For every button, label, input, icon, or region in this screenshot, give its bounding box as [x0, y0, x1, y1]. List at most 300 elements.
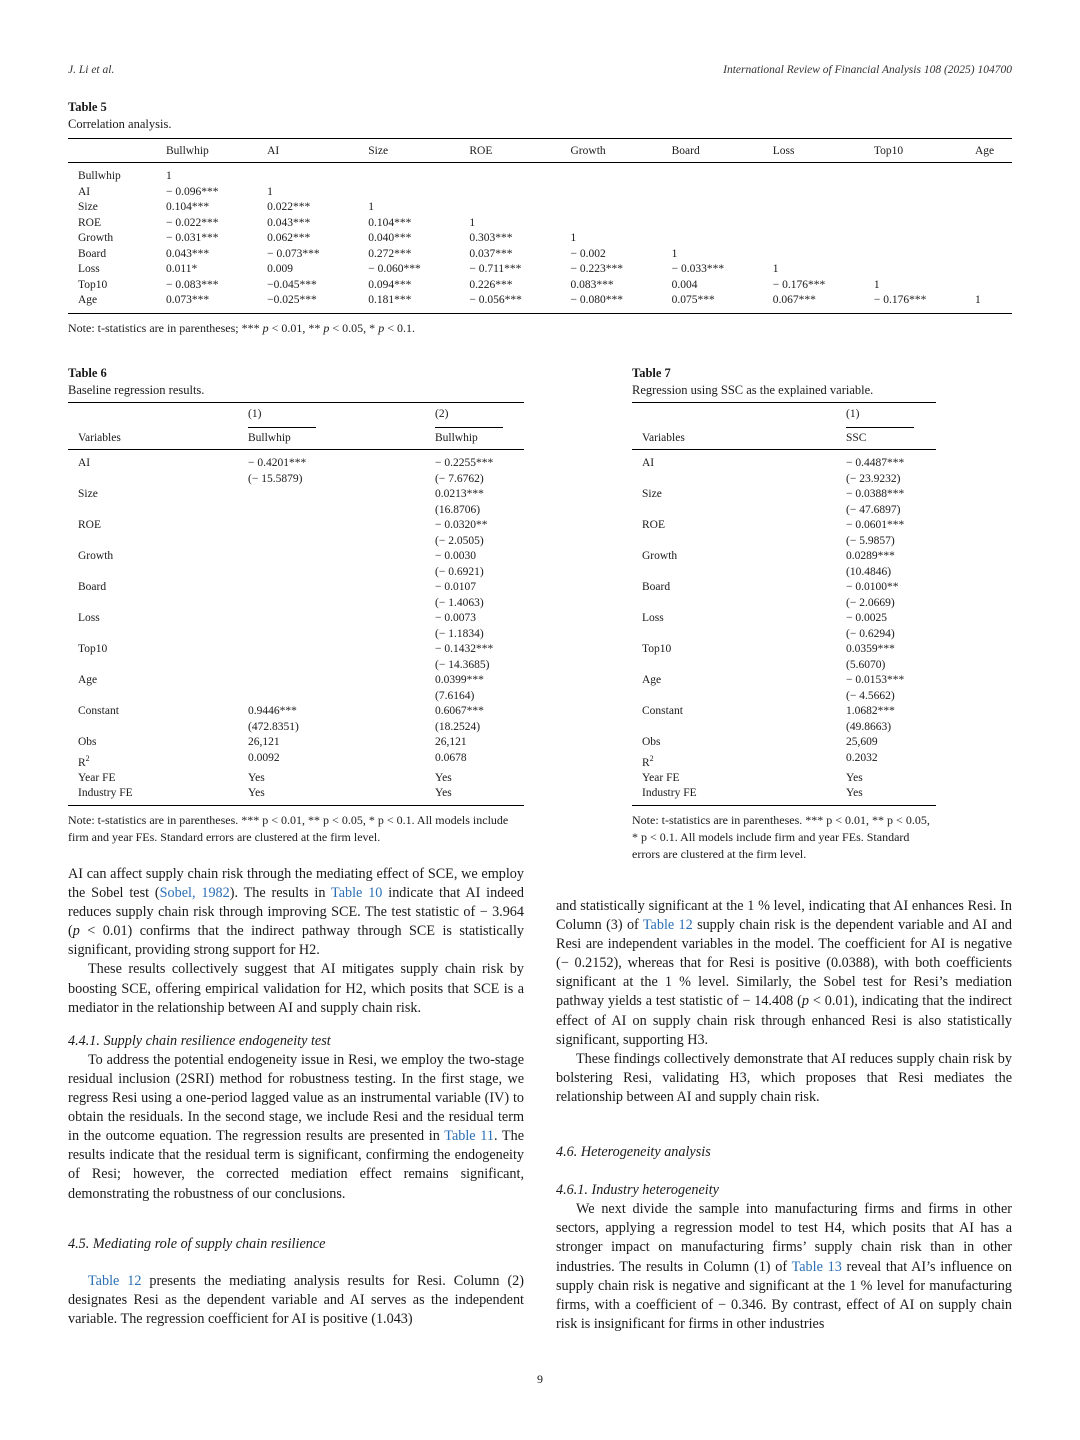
table-cell — [571, 200, 672, 216]
text: p — [72, 923, 80, 940]
table-row — [632, 627, 936, 643]
t-statistic: (472.8351) — [248, 720, 299, 733]
coefficient — [248, 549, 435, 565]
column-header: AI — [267, 139, 368, 163]
table-11-link[interactable]: Table 11 — [444, 1128, 494, 1145]
variable-name: Constant — [642, 705, 683, 717]
table-row — [68, 450, 524, 472]
table-row — [68, 580, 524, 596]
table-cell: 1 — [570, 232, 577, 244]
table-row — [632, 565, 936, 581]
table-cell: 0.062*** — [267, 232, 311, 244]
text: AI can affect supply chain risk through the mediating effect of SCE, we employ the Sobel test ( — [68, 866, 524, 902]
table-7-title: Regression using SSC as the explained variable. — [632, 383, 874, 397]
superscript: 2 — [85, 753, 90, 763]
column-name-row — [68, 428, 524, 450]
variable-name: ROE — [642, 519, 665, 531]
coefficient: 0.9446*** — [248, 705, 297, 717]
table-cell: 0.011* — [166, 263, 198, 275]
table-cell: 0.009 — [267, 263, 293, 275]
table-cell — [874, 231, 975, 247]
stat-name: Year FE — [642, 771, 680, 784]
table-cell — [672, 200, 773, 216]
table-cell — [773, 185, 874, 201]
stat-value: Yes — [248, 771, 265, 784]
table-cell — [773, 163, 874, 185]
table-cell — [672, 163, 773, 185]
table-cell — [672, 231, 773, 247]
column-header: Bullwhip — [248, 428, 435, 450]
table-row — [68, 216, 1012, 232]
table-5-note: Note: t-statistics are in parentheses; *** p < 0.01, ** p < 0.05, * p < 0.1. — [68, 320, 415, 335]
table-cell — [874, 262, 975, 278]
row-label: Size — [78, 201, 98, 213]
table-cell — [773, 200, 874, 216]
variable-name: Board — [78, 581, 107, 593]
table-cell: 0.037*** — [469, 247, 513, 260]
stat-name — [68, 751, 248, 771]
table-cell: 0.104*** — [166, 201, 210, 213]
column-header: Bullwhip — [435, 428, 524, 450]
table-7-number: Table 7 — [632, 366, 671, 380]
coefficient: − 0.0100** — [846, 581, 899, 593]
table-cell: − 0.176*** — [873, 294, 927, 306]
table-cell: − 0.056*** — [469, 294, 522, 306]
table-cell — [672, 185, 773, 201]
coefficient: 0.6067*** — [435, 705, 484, 717]
table-cell: 1 — [469, 216, 476, 229]
paragraph — [556, 1200, 1012, 1334]
table-7-note: Note: t-statistics are in parentheses. *** p < 0.01, ** p < 0.05, * p < 0.1. All models include firm and year FEs. Standard errors are clustered at the firm level. — [632, 812, 930, 861]
stat-name — [632, 751, 846, 771]
row-label: Top10 — [78, 278, 108, 291]
baseline-regression-table — [68, 402, 524, 806]
table-cell — [975, 247, 1012, 263]
blank-cell — [632, 596, 846, 612]
stat-value: 0.0678 — [435, 751, 467, 764]
table-cell — [267, 163, 368, 185]
table-cell — [368, 185, 469, 201]
table-row — [632, 503, 936, 519]
row-label: Growth — [78, 232, 114, 244]
table-row — [68, 673, 524, 689]
table-row — [632, 658, 936, 674]
table-cell — [975, 216, 1012, 232]
stat-name: Industry FE — [78, 787, 133, 800]
column-header: Loss — [773, 139, 874, 163]
table-cell: 0.083*** — [570, 278, 614, 291]
page-number: 9 — [537, 1372, 543, 1386]
table-cell: 1 — [975, 294, 981, 306]
paragraph — [556, 897, 1012, 1050]
table-5 — [68, 100, 1012, 336]
table-row — [632, 450, 936, 472]
table-cell — [874, 216, 975, 232]
column-number-row — [632, 403, 936, 428]
stat-value: Yes — [435, 771, 452, 784]
table-cell: 0.040*** — [368, 232, 412, 244]
row-label: Age — [78, 294, 98, 306]
text: To address the potential endogeneity issue in Resi, we employ the two-stage residual inclusion (2SRI) method for robustness testing. In the first stage, we regress Resi using a one-period lagged value as an instrumental variable (IV) to obtain the residuals. In the second stage, we include Resi and the residual term in the outcome equation. The regression results are presented in — [68, 1051, 524, 1145]
coefficient: − 0.0107 — [435, 581, 476, 593]
stat-value: 26,121 — [248, 736, 280, 748]
text: reveal that AI’s influence on supply chain risk is negative and significant at the 1 % level for manufacturing firms, with a coefficient of − 0.346. By contrast, effect of AI on supply chain risk is insignificant for firms in other industries — [556, 1258, 1013, 1332]
table-cell — [571, 163, 672, 185]
stat-value: Yes — [846, 771, 863, 784]
t-statistic: (10.4846) — [846, 565, 892, 578]
section-heading-4-6-1: 4.6.1. Industry heterogeneity — [556, 1182, 719, 1199]
stat-value: Yes — [435, 787, 452, 800]
table-cell: − 0.022*** — [166, 216, 219, 229]
variable-name: Age — [642, 674, 662, 686]
table-row — [68, 262, 1012, 278]
column-number-label: (1) — [248, 407, 316, 428]
text: indicate that AI indeed reduces supply chain risk through improving SCE. The test statistic of − 3.964 ( — [68, 885, 524, 940]
table-13-link[interactable]: Table 13 — [791, 1258, 842, 1275]
table-cell: 0.272*** — [368, 247, 412, 260]
t-statistic: (− 0.6921) — [435, 565, 484, 578]
blank-cell — [68, 503, 248, 519]
table-cell — [975, 278, 1012, 294]
paragraph: These results collectively suggest that AI mitigates supply chain risk by boosting SCE, offering empirical validation for H2, which posits that SCE is a mediator in the relationship between AI and supply chain risk. — [68, 961, 524, 1016]
column-number-row — [68, 403, 524, 428]
table-row — [632, 487, 936, 503]
variable-name: AI — [642, 457, 655, 469]
t-statistic: (49.8663) — [846, 720, 892, 733]
blank-cell — [632, 472, 846, 488]
table-row — [68, 704, 524, 720]
paragraph: These findings collectively demonstrate that AI reduces supply chain risk by bolstering Resi, validating H3, which proposes that Resi mediates the relationship between AI and supply chain risk. — [556, 1050, 1012, 1105]
table-row — [632, 720, 936, 736]
t-statistic: (− 5.9857) — [846, 534, 895, 547]
blank-cell — [632, 534, 846, 550]
column-number-label: (2) — [435, 407, 503, 428]
stat-name: Obs — [642, 736, 661, 748]
text: p — [801, 993, 809, 1010]
table-row — [68, 611, 524, 627]
blank-cell — [632, 658, 846, 674]
row-label: ROE — [78, 216, 101, 229]
table-row — [632, 704, 936, 720]
stat-name: Year FE — [78, 771, 116, 784]
table-cell — [773, 247, 874, 263]
table-cell — [975, 231, 1012, 247]
t-statistic: (− 47.6897) — [846, 503, 901, 516]
table-cell: 0.004 — [671, 278, 698, 291]
table-cell — [469, 200, 570, 216]
t-statistic: (18.2524) — [435, 720, 481, 733]
table-row — [68, 689, 524, 705]
table-row — [632, 642, 936, 658]
table-cell: 0.075*** — [671, 294, 715, 306]
table-cell: 0.067*** — [772, 294, 816, 306]
table-row — [68, 503, 524, 519]
table-row — [68, 565, 524, 581]
table-cell: 1 — [772, 263, 779, 275]
table-cell — [672, 216, 773, 232]
table-cell — [874, 247, 975, 263]
column-header: Board — [672, 139, 773, 163]
table-5-title: Correlation analysis. — [68, 117, 172, 131]
stat-value: 25,609 — [846, 736, 878, 748]
variable-name: Size — [642, 488, 662, 500]
stat-value: 0.2032 — [846, 751, 878, 764]
text: < 0.01) confirms that the indirect pathway through SCE is statistically significant, providing strong support for H2. — [68, 923, 524, 959]
table-cell — [368, 163, 469, 185]
coefficient: 0.0213*** — [435, 488, 484, 500]
coefficient: − 0.0030 — [435, 550, 476, 562]
coefficient: 1.0682*** — [846, 705, 895, 717]
column-number — [846, 403, 936, 428]
coefficient: 0.0289*** — [846, 550, 895, 562]
table-5-number: Table 5 — [68, 100, 107, 114]
blank-cell — [68, 658, 248, 674]
column-header: Variables — [68, 428, 248, 450]
row-label: Board — [78, 247, 107, 260]
blank-cell — [68, 627, 248, 643]
table-row — [68, 720, 524, 736]
section-heading-4-5: 4.5. Mediating role of supply chain resilience — [68, 1235, 326, 1252]
table-6-title: Baseline regression results. — [68, 383, 205, 397]
coefficient: − 0.1432*** — [435, 643, 494, 655]
row-label: Bullwhip — [78, 170, 121, 182]
table-cell: − 0.080*** — [570, 294, 623, 306]
table-cell — [975, 185, 1012, 201]
variable-name: AI — [78, 457, 91, 469]
table-row — [68, 534, 524, 550]
table-cell: − 0.033*** — [671, 263, 725, 275]
table-row — [632, 549, 936, 565]
table-cell: 0.022*** — [267, 201, 311, 213]
stat-value: Yes — [846, 787, 863, 800]
column-header — [68, 139, 166, 163]
section-heading-4-6: 4.6. Heterogeneity analysis — [556, 1144, 711, 1161]
table-6-number: Table 6 — [68, 366, 107, 380]
table-cell: − 0.223*** — [570, 263, 623, 275]
table-row — [632, 689, 936, 705]
table-row — [68, 786, 524, 805]
variable-name: Age — [78, 674, 98, 686]
t-statistic: (− 2.0669) — [846, 596, 895, 609]
stat-value: 0.0092 — [248, 751, 280, 764]
correlation-table — [68, 138, 1012, 314]
t-statistic — [248, 689, 435, 705]
t-statistic — [248, 503, 435, 519]
table-cell — [469, 185, 570, 201]
table-cell — [975, 163, 1012, 185]
variable-name: Loss — [642, 612, 664, 624]
coefficient: − 0.0601*** — [846, 519, 905, 531]
text: ). The results in — [229, 885, 332, 902]
coefficient: − 0.4201*** — [248, 457, 307, 469]
column-header: Bullwhip — [166, 139, 267, 163]
ssc-regression-table — [632, 402, 936, 806]
table-row — [68, 231, 1012, 247]
t-statistic — [248, 658, 435, 674]
text: supply chain risk is the dependent variable and AI and Resi are independent variables in the model. The coefficient for AI is negative (− 0.2152), whereas that for Resi is positive (0.0388), with both coefficients significant at the 1 % level. Similarly, the Sobel test for Resi’s mediation pathway yields a test statistic of − 14.408 ( — [556, 917, 1012, 1010]
t-statistic: (− 23.9232) — [846, 472, 901, 485]
section-heading-4-4-1: 4.4.1. Supply chain resilience endogeneity test — [68, 1032, 331, 1049]
table-row — [68, 278, 1012, 294]
coefficient: − 0.0320** — [435, 519, 488, 531]
variable-name: Size — [78, 488, 98, 500]
table-row — [632, 534, 936, 550]
table-cell: 0.226*** — [469, 278, 513, 291]
table-cell: 0.094*** — [368, 278, 412, 291]
variable-name: Top10 — [78, 643, 108, 655]
table-row — [68, 627, 524, 643]
text: and statistically significant at the 1 % level, indicating that AI enhances Resi. In Column (3) of — [556, 898, 1012, 934]
column-header: Growth — [571, 139, 672, 163]
coefficient — [248, 611, 435, 627]
table-row — [68, 487, 524, 503]
table-row — [68, 247, 1012, 263]
table-12-link[interactable]: Table 12 — [642, 917, 693, 934]
row-label: Loss — [78, 263, 100, 275]
table-row — [68, 185, 1012, 201]
blank-cell — [632, 627, 846, 643]
table-row — [632, 786, 936, 805]
table-cell: −0.045*** — [267, 278, 317, 291]
coefficient — [248, 580, 435, 596]
table-cell: − 0.176*** — [772, 278, 826, 291]
paragraph — [68, 865, 524, 960]
column-header: Age — [975, 139, 1012, 163]
table-row — [632, 611, 936, 627]
table-cell — [571, 185, 672, 201]
stat-name-text: R — [78, 756, 86, 769]
superscript: 2 — [649, 753, 654, 763]
table-row — [632, 518, 936, 534]
t-statistic: (− 1.1834) — [435, 627, 484, 640]
variable-name: ROE — [78, 519, 101, 531]
table-cell — [975, 262, 1012, 278]
table-row — [68, 200, 1012, 216]
t-statistic: (− 0.6294) — [846, 627, 895, 640]
coefficient: − 0.0073 — [435, 612, 476, 624]
t-statistic: (− 2.0505) — [435, 534, 484, 547]
text: presents the mediating analysis results for Resi. Column (2) designates Resi as the dependent variable and AI serves as the independent variable. The regression coefficient for AI is positive (1.043) — [68, 1272, 524, 1327]
blank-cell — [68, 534, 248, 550]
t-statistic: (− 4.5662) — [846, 689, 895, 702]
table-cell: 0.303*** — [469, 232, 513, 244]
t-statistic — [248, 596, 435, 612]
table-cell — [874, 185, 975, 201]
table-cell: 0.043*** — [267, 216, 311, 229]
coefficient — [248, 642, 435, 658]
table-row — [68, 293, 1012, 313]
stat-name: Industry FE — [642, 787, 697, 800]
paragraph — [68, 1051, 524, 1204]
body-right-column — [556, 897, 1012, 1334]
coefficient — [248, 673, 435, 689]
table-cell: − 0.083*** — [166, 278, 219, 291]
text: < 0.01), indicating that the indirect effect of AI on supply chain risk through enhanced Resi is also statistically significant, supporting H3. — [556, 993, 1013, 1048]
stat-name: Obs — [78, 736, 97, 748]
row-label: AI — [78, 185, 91, 198]
column-header: SSC — [846, 428, 936, 450]
blank-cell — [632, 403, 846, 428]
paragraph — [68, 1272, 524, 1329]
table-cell — [773, 231, 874, 247]
coefficient: 0.0359*** — [846, 643, 895, 655]
table-cell — [975, 200, 1012, 216]
coefficient: − 0.0153*** — [846, 674, 905, 686]
running-header-authors: J. Li et al. — [68, 64, 115, 76]
table-row — [632, 771, 936, 787]
table-cell: − 0.031*** — [166, 232, 219, 244]
blank-cell — [68, 596, 248, 612]
table-cell: 1 — [166, 170, 172, 182]
table-row — [68, 735, 524, 751]
blank-cell — [632, 720, 846, 736]
table-cell: − 0.711*** — [469, 263, 522, 275]
table-cell: 0.104*** — [368, 216, 412, 229]
t-statistic: (− 14.3685) — [435, 658, 490, 671]
body-left-column — [68, 865, 524, 1329]
t-statistic: (16.8706) — [435, 503, 481, 516]
table-7 — [632, 366, 936, 863]
coefficient: − 0.0388*** — [846, 488, 905, 500]
table-row — [632, 596, 936, 612]
t-statistic — [248, 534, 435, 550]
coefficient: − 0.0025 — [846, 612, 887, 624]
table-cell: 0.181*** — [368, 294, 412, 306]
table-cell: 0.043*** — [166, 247, 210, 260]
table-cell: 1 — [267, 185, 273, 198]
table-cell: −0.025*** — [267, 294, 317, 306]
variable-name: Growth — [642, 550, 678, 562]
t-statistic — [248, 627, 435, 643]
t-statistic: (− 1.4063) — [435, 596, 484, 609]
table-row — [632, 751, 936, 771]
column-number-label: (1) — [846, 407, 914, 428]
table-cell: 1 — [671, 247, 678, 260]
blank-cell — [68, 720, 248, 736]
table-row — [68, 472, 524, 488]
table-row — [632, 472, 936, 488]
t-statistic: (− 7.6762) — [435, 472, 484, 485]
column-number — [248, 403, 435, 428]
coefficient: − 0.4487*** — [846, 457, 905, 469]
variable-name: Board — [642, 581, 671, 593]
coefficient: 0.0399*** — [435, 674, 484, 686]
table-cell: − 0.073*** — [267, 247, 320, 260]
table-cell — [571, 216, 672, 232]
table-cell — [874, 200, 975, 216]
column-header: Top10 — [874, 139, 975, 163]
blank-cell — [68, 472, 248, 488]
table-cell: 1 — [368, 201, 374, 213]
table-6-note: Note: t-statistics are in parentheses. *** p < 0.01, ** p < 0.05, * p < 0.1. All models include firm and year FEs. Standard errors are clustered at the firm level. — [68, 812, 509, 844]
table-row — [68, 751, 524, 771]
column-header: ROE — [469, 139, 570, 163]
table-10-link[interactable]: Table 10 — [331, 885, 383, 902]
column-header: Variables — [632, 428, 846, 450]
citation-link[interactable]: Sobel, 1982 — [159, 885, 230, 902]
variable-name: Constant — [78, 705, 119, 717]
coefficient — [248, 487, 435, 503]
column-name-row — [632, 428, 936, 450]
stat-value: Yes — [248, 787, 265, 800]
column-header: Size — [368, 139, 469, 163]
running-header-journal: International Review of Financial Analysis 108 (2025) 104700 — [723, 64, 1012, 76]
t-statistic — [248, 565, 435, 581]
t-statistic: (− 15.5879) — [248, 472, 303, 485]
table-12-link[interactable]: Table 12 — [88, 1272, 142, 1289]
stat-value: 26,121 — [435, 736, 467, 748]
coefficient: − 0.2255*** — [435, 457, 494, 469]
